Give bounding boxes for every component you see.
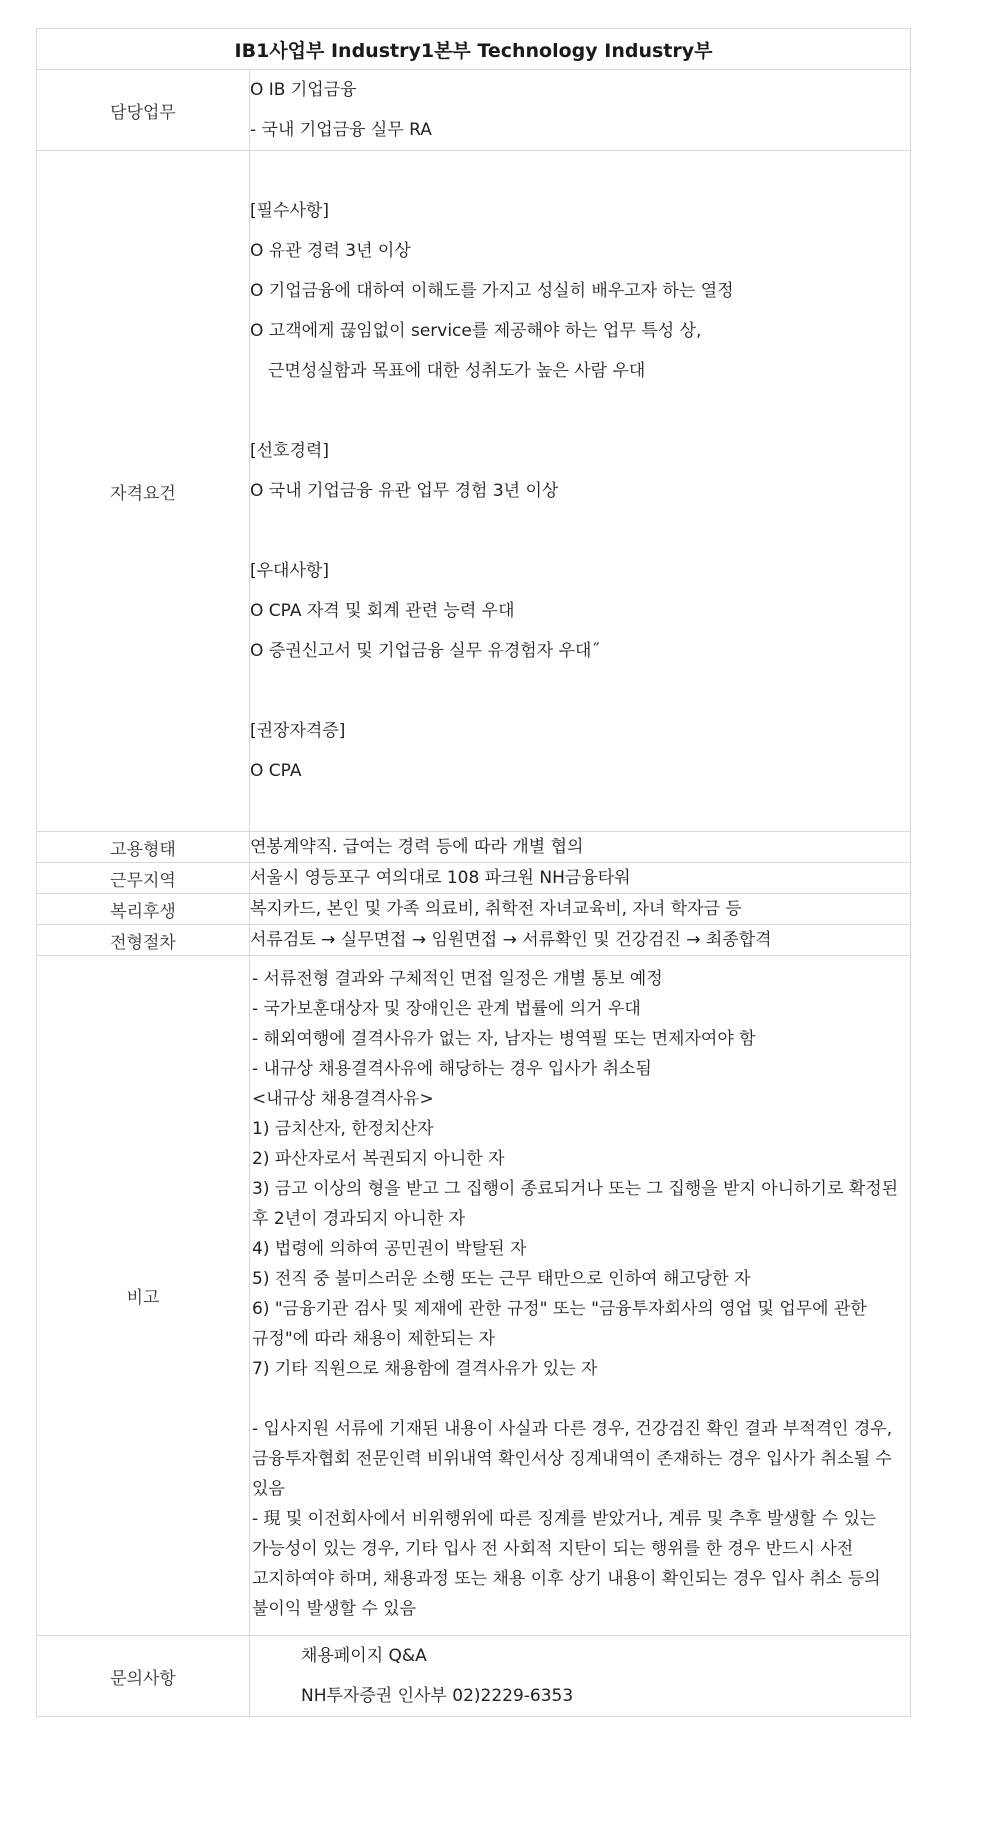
preferential-heading: [우대사항] [250,561,329,581]
notes-line: 3) 금고 이상의 형을 받고 그 집행이 종료되거나 또는 그 집행을 받지 아니하기로 확정된 후 2년이 경과되지 아니한 자 [252,1178,899,1229]
posting-title: IB1사업부 Industry1본부 Technology Industry부 [37,29,911,70]
required-item: O 고객에게 끊임없이 service를 제공해야 하는 업무 특성 상, [250,321,702,341]
duties-line: O IB 기업금융 [250,80,357,100]
inquiry-line: NH투자증권 인사부 02)2229-6353 [301,1686,574,1706]
preferred-career-heading: [선호경력] [250,441,329,461]
notes-line: 5) 전직 중 불미스러운 소행 또는 근무 태만으로 인하여 해고당한 자 [252,1268,751,1289]
notes-line: 2) 파산자로서 복권되지 아니한 자 [252,1148,505,1169]
benefits-value: 복지카드, 본인 및 가족 의료비, 취학전 자녀교육비, 자녀 학자금 등 [250,899,742,919]
inquiry-label: 문의사항 [37,1636,250,1717]
duties-content [250,70,911,151]
required-item: 근면성실함과 목표에 대한 성취도가 높은 사람 우대 [268,361,646,381]
notes-line: - 내규상 채용결격사유에 해당하는 경우 입사가 취소됨 [252,1058,652,1079]
notes-paragraph: - 現 및 이전회사에서 비위행위에 따른 징계를 받았거나, 계류 및 추후 발생할 수 있는 가능성이 있는 경우, 기타 입사 전 사회적 지탄이 되는 행위를 한 경우 반드시 사전 고지하여야 하며, 채용과정 또는 채용 이후 상기 내용이 확인되는 경우 입사 취소 등의 불이익 발생할 수 있음 [252,1508,881,1619]
notes-line: <내규상 채용결격사유> [252,1088,434,1109]
notes-line: - 서류전형 결과와 구체적인 면접 일정은 개별 통보 예정 [252,968,663,989]
notes-line: 6) "금융기관 검사 및 제재에 관한 규정" 또는 "금융투자회사의 영업 및 업무에 관한 규정"에 따라 채용이 제한되는 자 [252,1298,867,1349]
notes-line: 1) 금치산자, 한정치산자 [252,1118,434,1139]
duties-row [37,70,911,151]
work-location-label: 근무지역 [37,863,250,894]
duties-label: 담당업무 [37,70,250,151]
preferential-item: O CPA 자격 및 회계 관련 능력 우대 [250,601,515,621]
notes-paragraph: - 입사지원 서류에 기재된 내용이 사실과 다른 경우, 건강검진 확인 결과 부적격인 경우, 금융투자협회 전문인력 비위내역 확인서상 징계내역이 존재하는 경우 입사가 취소될 수 있음 [252,1418,893,1499]
work-location-row [37,863,911,894]
recommended-cert-heading: [권장자격증] [250,721,346,741]
process-row [37,925,911,956]
qualifications-content [250,151,911,832]
process-label: 전형절차 [37,925,250,956]
job-posting-table [36,28,911,1717]
inquiry-line: 채용페이지 Q&A [301,1646,427,1666]
qualifications-label: 자격요건 [37,151,250,832]
notes-line: 4) 법령에 의하여 공민권이 박탈된 자 [252,1238,527,1259]
notes-label: 비고 [37,956,250,1636]
notes-line: - 국가보훈대상자 및 장애인은 관계 법률에 의거 우대 [252,998,641,1019]
notes-content [250,956,911,1636]
preferential-item: O 증권신고서 및 기업금융 실무 유경험자 우대˝ [250,641,600,661]
notes-line: - 해외여행에 결격사유가 없는 자, 남자는 병역필 또는 면제자여야 함 [252,1028,756,1049]
recommended-cert-item: O CPA [250,761,302,781]
notes-line: 7) 기타 직원으로 채용함에 결격사유가 있는 자 [252,1358,598,1379]
inquiry-content [250,1636,911,1717]
notes-row [37,956,911,1636]
required-heading: [필수사항] [250,201,329,221]
benefits-label: 복리후생 [37,894,250,925]
required-item: O 기업금융에 대하여 이해도를 가지고 성실히 배우고자 하는 열정 [250,281,734,301]
employment-type-value: 연봉계약직. 급여는 경력 등에 따라 개별 협의 [250,837,584,857]
inquiry-row [37,1636,911,1717]
process-value: 서류검토 → 실무면접 → 임원면접 → 서류확인 및 건강검진 → 최종합격 [250,930,772,950]
benefits-row [37,894,911,925]
work-location-value: 서울시 영등포구 여의대로 108 파크원 NH금융타워 [250,868,631,888]
duties-line: - 국내 기업금융 실무 RA [250,120,432,140]
qualifications-row [37,151,911,832]
required-item: O 유관 경력 3년 이상 [250,241,411,261]
preferred-career-item: O 국내 기업금융 유관 업무 경험 3년 이상 [250,481,559,501]
employment-type-label: 고용형태 [37,832,250,863]
employment-type-row [37,832,911,863]
